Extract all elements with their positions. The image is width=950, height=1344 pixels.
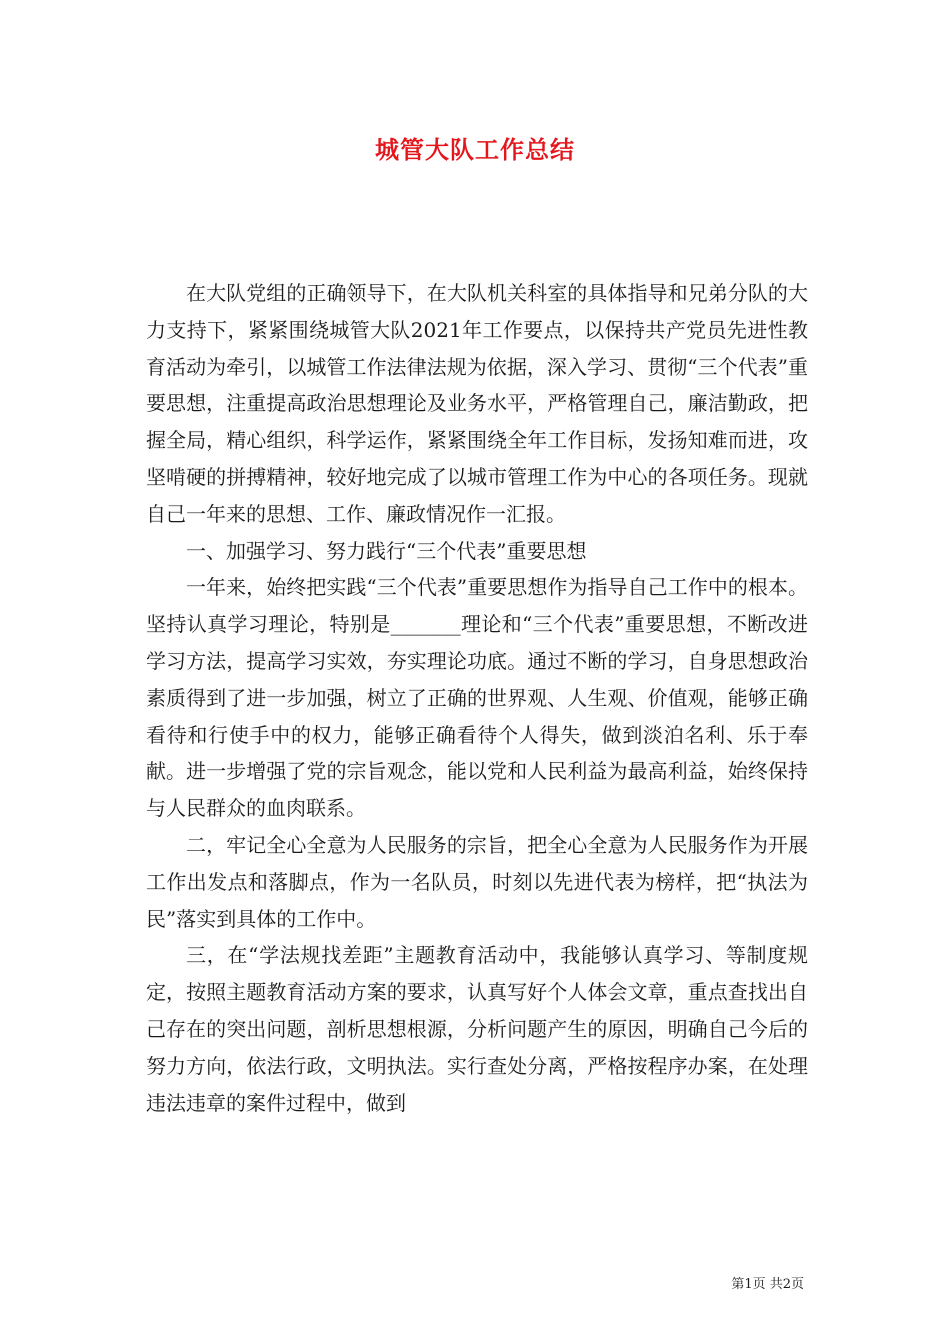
- paragraph-section-2: 二，牢记全心全意为人民服务的宗旨，把全心全意为人民服务作为开展工作出发点和落脚点，作为一名队员，时刻以先进代表为榜样，把“执法为民”落实到具体的工作中。: [146, 832, 808, 931]
- document-body: [146, 275, 808, 1121]
- paragraph-section-1: 一年来，始终把实践“三个代表”重要思想作为指导自己工作中的根本。坚持认真学习理论，特别是_______理论和“三个代表”重要思想，不断改进学习方法，提高学习实效，夯实理论功底。通过不断的学习，自身思想政治素质得到了进一步加强，树立了正确的世界观、人生观、价值观，能够正确看待和行使手中的权力，能够正确看待个人得失，做到淡泊名利、乐于奉献。进一步增强了党的宗旨观念，能以党和人民利益为最高利益，始终保持与人民群众的血肉联系。: [146, 575, 808, 821]
- page-footer: 第1页 共2页: [731, 1277, 804, 1292]
- document-title: 城管大队工作总结: [375, 135, 575, 164]
- paragraph-section-3: 三，在“学法规找差距”主题教育活动中，我能够认真学习、等制度规定，按照主题教育活动方案的要求，认真写好个人体会文章，重点查找出自己存在的突出问题，剖析思想根源，分析问题产生的原因，明确自己今后的努力方向，依法行政，文明执法。实行查处分离，严格按程序办案，在处理违法违章的案件过程中，做到: [146, 943, 808, 1115]
- paragraph-intro: 在大队党组的正确领导下，在大队机关科室的具体指导和兄弟分队的大力支持下，紧紧围绕城管大队2021年工作要点，以保持共产党员先进性教育活动为牵引，以城管工作法律法规为依据，深入学习、贯彻“三个代表”重要思想，注重提高政治思想理论及业务水平，严格管理自己，廉洁勤政，把握全局，精心组织，科学运作，紧紧围绕全年工作目标，发扬知难而进，攻坚啃硬的拼搏精神，较好地完成了以城市管理工作为中心的各项任务。现就自己一年来的思想、工作、廉政情况作一汇报。: [146, 281, 808, 526]
- section-heading-1: 一、加强学习、努力践行“三个代表”重要思想: [186, 538, 587, 563]
